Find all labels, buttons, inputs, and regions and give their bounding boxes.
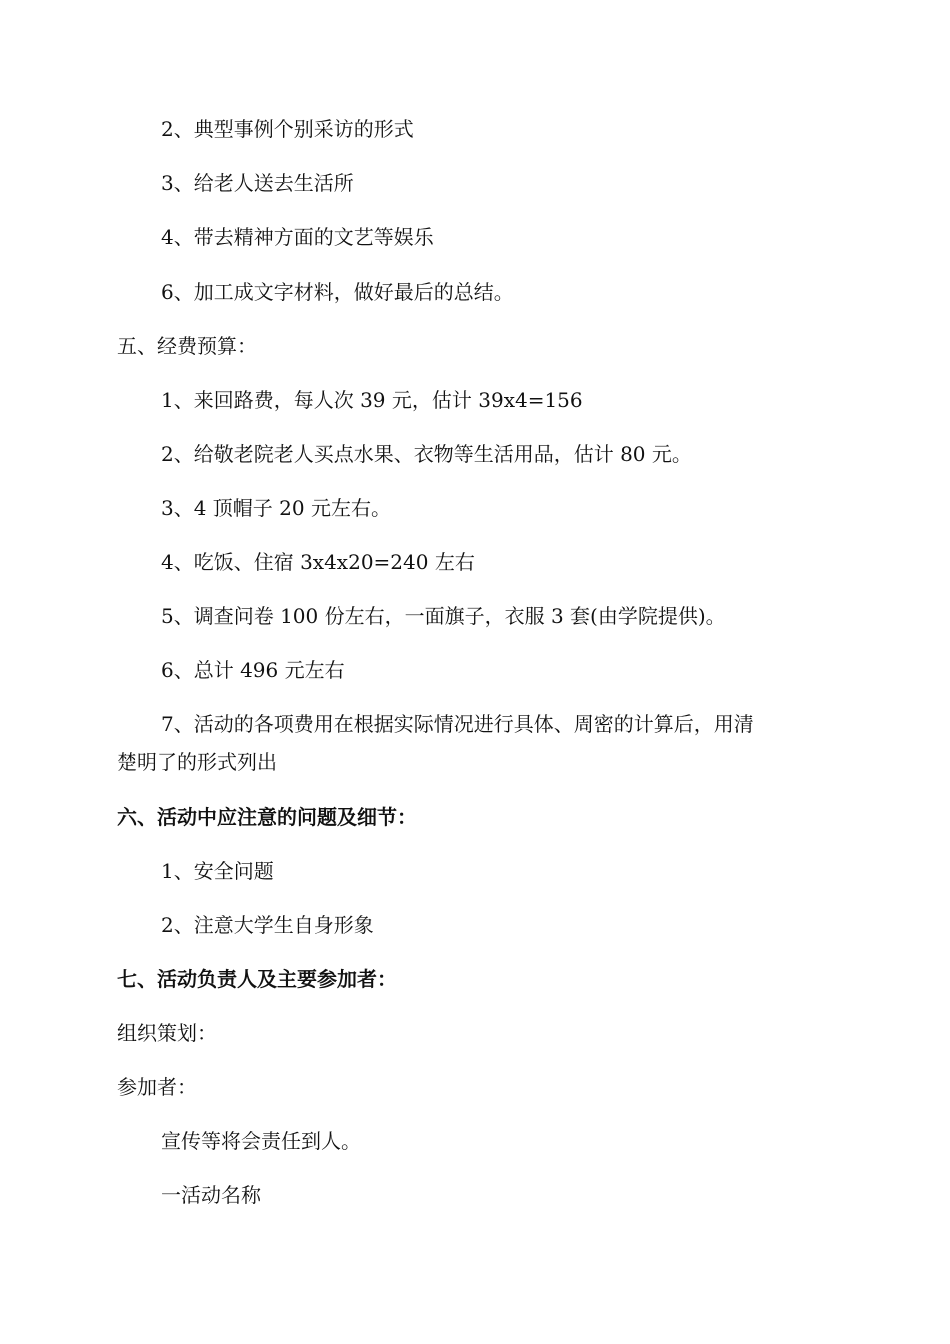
paragraph-line: 楚明了的形式列出 xyxy=(117,750,277,774)
list-item: 5、调查问卷 100 份左右，一面旗子，衣服 3 套(由学院提供)。 xyxy=(161,604,726,628)
paragraph-line: 7、活动的各项费用在根据实际情况进行具体、周密的计算后，用清 xyxy=(161,712,754,736)
paragraph-line: 宣传等将会责任到人。 xyxy=(161,1129,361,1153)
label-organizer: 组织策划： xyxy=(117,1021,217,1045)
section-heading-notes: 六、活动中应注意的问题及细节： xyxy=(117,805,417,829)
list-item: 2、典型事例个别采访的形式 xyxy=(161,117,414,141)
list-item: 1、安全问题 xyxy=(161,859,274,883)
list-item: 4、带去精神方面的文艺等娱乐 xyxy=(161,225,434,249)
list-item: 1、来回路费，每人次 39 元，估计 39x4=156 xyxy=(161,388,583,412)
list-item: 2、给敬老院老人买点水果、衣物等生活用品，估计 80 元。 xyxy=(161,442,692,466)
paragraph-line: 一活动名称 xyxy=(161,1183,261,1207)
list-item: 2、注意大学生自身形象 xyxy=(161,913,374,937)
list-item: 4、吃饭、住宿 3x4x20=240 左右 xyxy=(161,550,475,574)
label-participants: 参加者： xyxy=(117,1075,197,1099)
list-item: 6、总计 496 元左右 xyxy=(161,658,345,682)
list-item: 6、加工成文字材料，做好最后的总结。 xyxy=(161,280,514,304)
section-heading-participants: 七、活动负责人及主要参加者： xyxy=(117,967,397,991)
section-heading-budget: 五、经费预算： xyxy=(117,334,257,358)
list-item: 3、4 顶帽子 20 元左右。 xyxy=(161,496,391,520)
list-item: 3、给老人送去生活所 xyxy=(161,171,354,195)
